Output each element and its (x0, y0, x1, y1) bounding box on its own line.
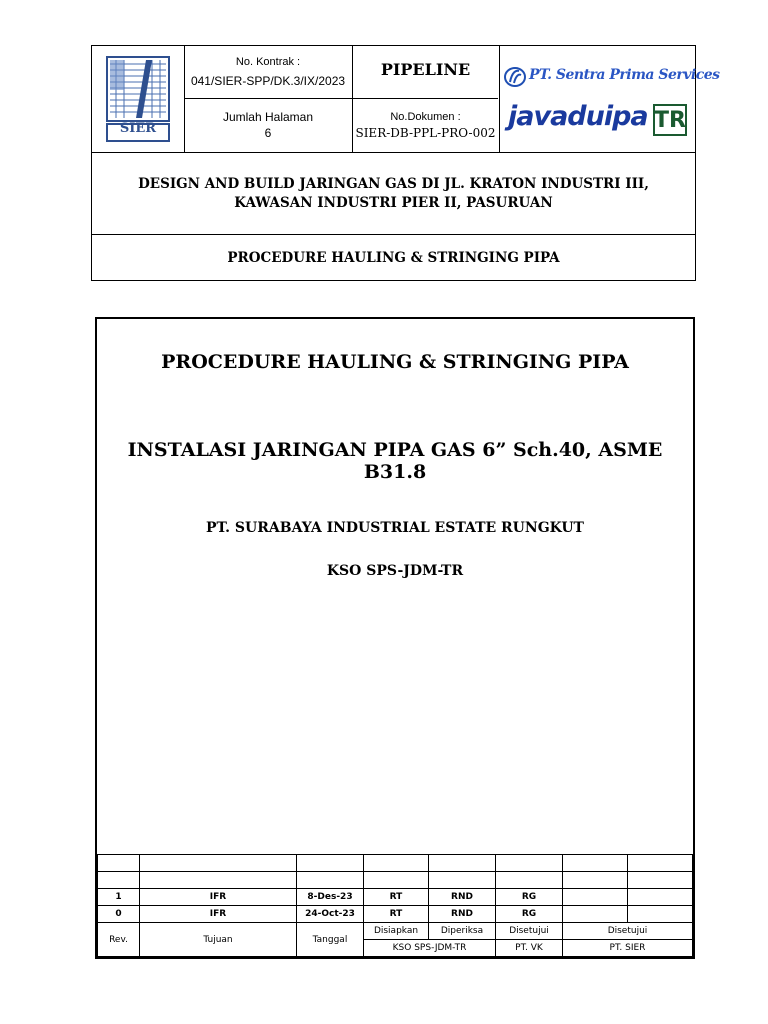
disiapkan-cell: RT (364, 889, 429, 906)
cover-frame (95, 317, 695, 959)
sier-logo-text: SIER (119, 121, 157, 136)
tujuan-header: Tujuan (140, 923, 297, 957)
rev-cell: 0 (98, 906, 140, 923)
owner-name: PT. SURABAYA INDUSTRIAL ESTATE RUNGKUT (206, 520, 584, 536)
disetujui-header: Disetujui (496, 923, 563, 940)
diperiksa-header: Diperiksa (429, 923, 496, 940)
pages-label: Jumlah Halaman (222, 110, 314, 124)
project-title-line1: DESIGN AND BUILD JARINGAN GAS DI JL. KRATON INDUSTRI III, (138, 175, 649, 192)
tr-logo-text: TR (654, 107, 686, 133)
doc-number: SIER-DB-PPL-PRO-002 (355, 125, 496, 140)
document-title: PROCEDURE HAULING & STRINGING PIPA (227, 250, 560, 266)
diperiksa-cell: RND (429, 889, 496, 906)
disetujui-vk-cell: RG (496, 906, 563, 923)
doc-number-cell (352, 98, 499, 152)
disiapkan-cell: RT (364, 906, 429, 923)
contract-number: 041/SIER-SPP/DK.3/IX/2023 (190, 74, 346, 88)
sier-logo (92, 46, 184, 152)
kso-signatory: KSO SPS-JDM-TR (364, 940, 496, 957)
disetujui-sier-header: Disetujui (563, 923, 693, 940)
vk-signatory: PT. VK (496, 940, 563, 957)
table-row (98, 855, 693, 872)
revision-table (97, 854, 693, 957)
cover-title: PROCEDURE HAULING & STRINGING PIPA (161, 351, 629, 373)
disiapkan-header: Disiapkan (364, 923, 429, 940)
pages-cell (184, 98, 352, 152)
discipline: PIPELINE (380, 59, 471, 79)
disetujui-vk-cell: RG (496, 889, 563, 906)
project-title-line2: KAWASAN INDUSTRI PIER II, PASURUAN (234, 194, 553, 211)
discipline-cell (352, 46, 499, 98)
table-footer-row (98, 923, 693, 940)
tanggal-cell: 24-Oct-23 (297, 906, 364, 923)
table-row (98, 906, 693, 923)
contract-cell (184, 46, 352, 98)
table-row (98, 872, 693, 889)
doc-label: No.Dokumen : (390, 110, 461, 123)
contractor-name: KSO SPS-JDM-TR (326, 563, 464, 579)
tujuan-cell: IFR (140, 906, 297, 923)
partner-logos (500, 46, 720, 152)
table-row (98, 889, 693, 906)
sier-signatory: PT. SIER (563, 940, 693, 957)
tanggal-header: Tanggal (297, 923, 364, 957)
cover-subtitle: INSTALASI JARINGAN PIPA GAS 6” Sch.40, ASME B31.8 (127, 439, 663, 483)
contract-label: No. Kontrak : (235, 56, 301, 68)
rev-cell: 1 (98, 889, 140, 906)
javaduipa-logo: javaduipa (508, 101, 648, 132)
tr-logo (653, 104, 687, 136)
sps-logo-text: PT. Sentra Prima Services (529, 67, 720, 83)
pages-count: 6 (264, 126, 272, 140)
tanggal-cell: 8-Des-23 (297, 889, 364, 906)
document-header (91, 45, 720, 281)
project-title (92, 153, 695, 234)
rev-header: Rev. (98, 923, 140, 957)
tujuan-cell: IFR (140, 889, 297, 906)
sps-logo-icon (504, 66, 526, 88)
document-title-row (92, 235, 695, 281)
diperiksa-cell: RND (429, 906, 496, 923)
